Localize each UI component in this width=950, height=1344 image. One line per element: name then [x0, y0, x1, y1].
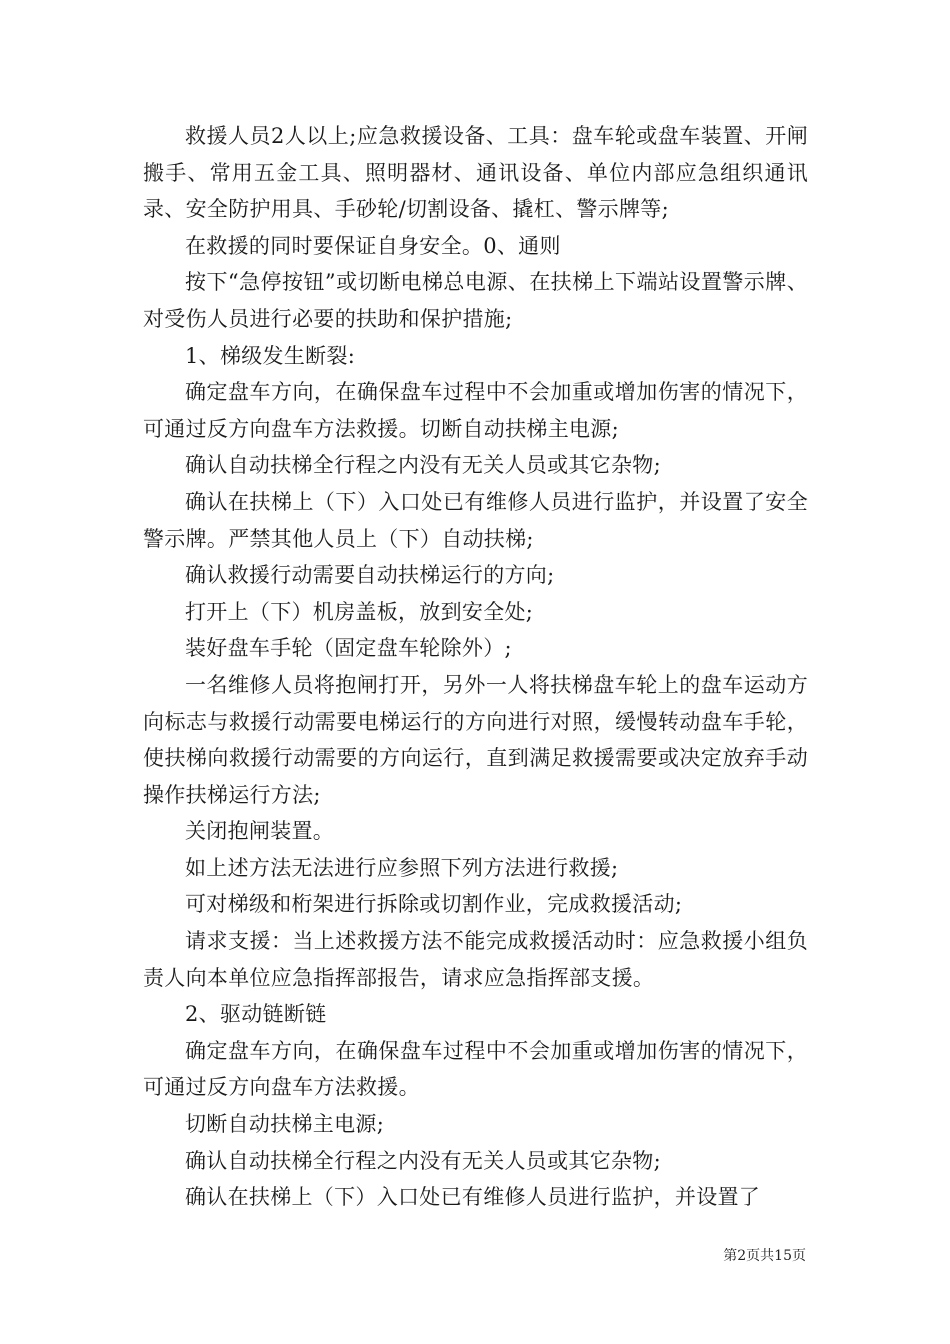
paragraph-rescue-personnel: 救援人员2人以上;应急救援设备、工具：盘车轮或盘车装置、开闸搬手、常用五金工具、照明器材、通讯设备、单位内部应急组织通讯录、安全防护用具、手砂轮/切割设备、撬杠、警示牌等;: [143, 124, 808, 222]
paragraph-dismantle-cut: 可对梯级和桁架进行拆除或切割作业，完成救援活动;: [185, 892, 683, 917]
section-heading-step-fracture: 1、梯级发生断裂:: [185, 343, 356, 368]
paragraph-request-support: 请求支援：当上述救援方法不能完成救援活动时：应急救援小组负责人向本单位应急指挥部报告，请求应急指挥部支援。: [143, 929, 808, 990]
page-number-footer: 第2页共15页: [723, 1248, 806, 1264]
paragraph-confirm-run-direction: 确认救援行动需要自动扶梯运行的方向;: [185, 563, 555, 588]
paragraph-confirm-guard-2: 确认在扶梯上（下）入口处已有维修人员进行监护，并设置了: [185, 1185, 761, 1210]
paragraph-emergency-stop: 按下“急停按钮”或切断电梯总电源、在扶梯上下端站设置警示牌、对受伤人员进行必要的扶助和保护措施;: [143, 270, 808, 331]
paragraph-cut-power: 切断自动扶梯主电源;: [185, 1112, 385, 1137]
paragraph-install-handwheel: 装好盘车手轮（固定盘车轮除外）;: [185, 636, 512, 661]
paragraph-manual-operation: 一名维修人员将抱闸打开，另外一人将扶梯盘车轮上的盘车运动方向标志与救援行动需要电梯运行的方向进行对照，缓慢转动盘车手轮，使扶梯向救援行动需要的方向运行，直到满足救援需要或决定放弃手动操作扶梯运行方法;: [143, 672, 808, 807]
paragraph-open-cover: 打开上（下）机房盖板，放到安全处;: [185, 599, 534, 624]
paragraph-confirm-guard: 确认在扶梯上（下）入口处已有维修人员进行监护，并设置了安全警示牌。严禁其他人员上（下）自动扶梯;: [143, 489, 808, 551]
paragraph-determine-direction-2: 确定盘车方向，在确保盘车过程中不会加重或增加伤害的情况下，可通过反方向盘车方法救援。: [143, 1038, 808, 1100]
paragraph-self-safety: 在救援的同时要保证自身安全。0、通则: [185, 233, 561, 258]
paragraph-confirm-clear: 确认自动扶梯全行程之内没有无关人员或其它杂物;: [185, 453, 661, 478]
paragraph-close-brake: 关闭抱闸装置。: [185, 819, 335, 844]
document-body: [143, 118, 808, 1216]
section-heading-drive-chain: 2、驱动链断链: [185, 1002, 327, 1027]
paragraph-confirm-clear-2: 确认自动扶梯全行程之内没有无关人员或其它杂物;: [185, 1148, 661, 1173]
paragraph-alternative-method: 如上述方法无法进行应参照下列方法进行救援;: [185, 855, 619, 880]
paragraph-determine-direction: 确定盘车方向，在确保盘车过程中不会加重或增加伤害的情况下，可通过反方向盘车方法救援。切断自动扶梯主电源;: [143, 380, 808, 441]
